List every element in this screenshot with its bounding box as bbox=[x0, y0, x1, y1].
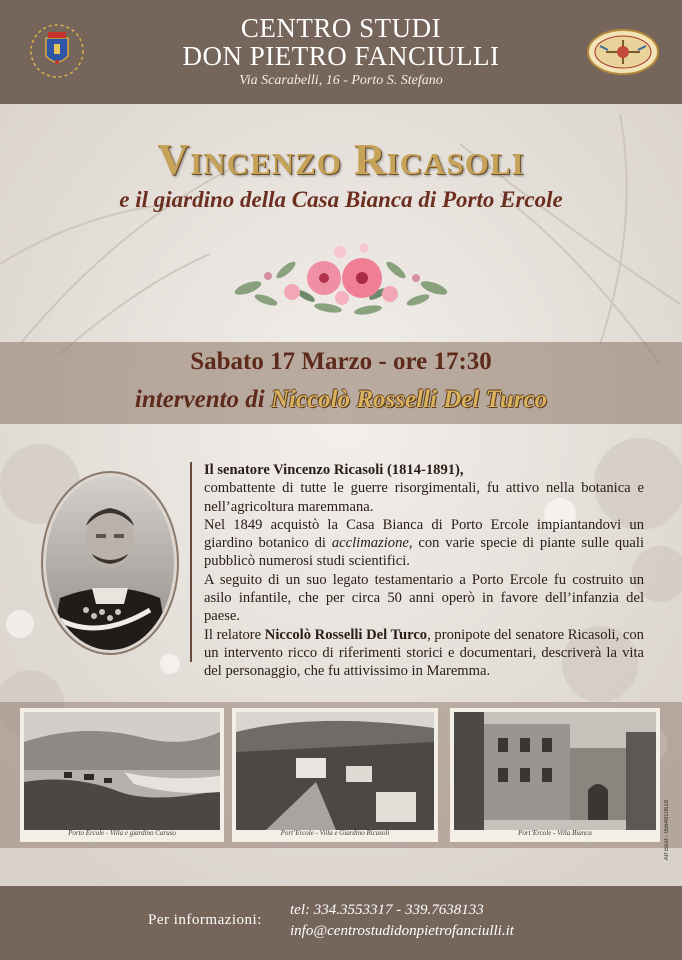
printer-credit: Art Beat - 0564810618 bbox=[664, 800, 670, 861]
org-title-line2: DON PIETRO FANCIULLI bbox=[182, 41, 500, 71]
paragraph-2-text-b: , con varie specie di piante sulle quali pubblicò numerosi studi scientifici. bbox=[204, 535, 645, 570]
photo-villa-garden bbox=[232, 708, 438, 842]
coat-of-arms-icon bbox=[28, 22, 86, 80]
event-date: Sabato 17 Marzo - ore 17:30 bbox=[190, 348, 492, 375]
paragraph-4-text-a: Il relatore bbox=[204, 626, 265, 643]
org-address: Via Scarabelli, 16 - Porto S. Stefano bbox=[239, 73, 443, 88]
senator-heading: Il senatore Vincenzo Ricasoli (1814-1891), bbox=[204, 462, 464, 478]
photo-caption-3: Port’Ercole - Villa Bianca bbox=[518, 829, 592, 837]
photo-villa-bianca bbox=[450, 708, 660, 842]
paragraph-3: A seguito di un suo legato testamentario a Porto Ercole fu costruito un asilo infantile, che per circa 50 anni operò in favore dell’infanzia del paese. bbox=[204, 571, 644, 625]
event-subtitle: e il giardino della Casa Bianca di Porto Ercole bbox=[119, 187, 563, 212]
paragraph-1-text: combattente di tutte le guerre risorgimentali, fu attivo nella botanica e nell’agricoltura maremmana. bbox=[204, 480, 644, 515]
paragraph-1 bbox=[204, 461, 644, 516]
header-bar bbox=[0, 0, 682, 104]
description-text bbox=[204, 461, 644, 681]
oval-emblem-icon bbox=[586, 28, 660, 76]
flower-ornament-icon bbox=[228, 236, 454, 322]
divider-line bbox=[190, 462, 192, 662]
speaker-name: Niccolò Rosselli Del Turco bbox=[270, 386, 548, 413]
info-label: Per informazioni: bbox=[148, 912, 262, 928]
speaker-line bbox=[0, 386, 682, 414]
speaker-prefix: intervento di bbox=[134, 386, 265, 413]
paragraph-4 bbox=[204, 626, 644, 681]
photo-porto-ercole-bay bbox=[20, 708, 224, 842]
photo-caption-1: Porto Ercole - Villa e giardino Caruso bbox=[68, 829, 176, 837]
photo-caption-2: Port’Ercole - Villa e Giardino Ricasoli bbox=[280, 829, 390, 837]
phone-numbers[interactable]: tel: 334.3553317 - 339.7638133 bbox=[290, 902, 484, 918]
paragraph-2 bbox=[204, 516, 644, 571]
event-title: Vincenzo Ricasoli bbox=[157, 135, 525, 184]
speaker-name-bold: Niccolò Rosselli Del Turco bbox=[264, 626, 428, 643]
acclimazione-term: acclimazione bbox=[331, 535, 409, 552]
org-title-line1: CENTRO STUDI bbox=[240, 13, 442, 43]
portrait-image bbox=[40, 470, 180, 656]
footer-bar bbox=[0, 886, 682, 960]
paragraph-4-text-b: , pronipote del senatore Ricasoli, con un intervento ricco di riferimenti storici e documentari, descriverà la vita del personaggio, che fu attivissimo in Maremma. bbox=[204, 626, 644, 680]
email-link[interactable]: info@centrostudidonpietrofanciulli.it bbox=[290, 923, 514, 939]
paragraph-2-text-a: Nel 1849 acquistò la Casa Bianca di Porto Ercole impiantandovi un giardino botanico di bbox=[204, 516, 644, 552]
